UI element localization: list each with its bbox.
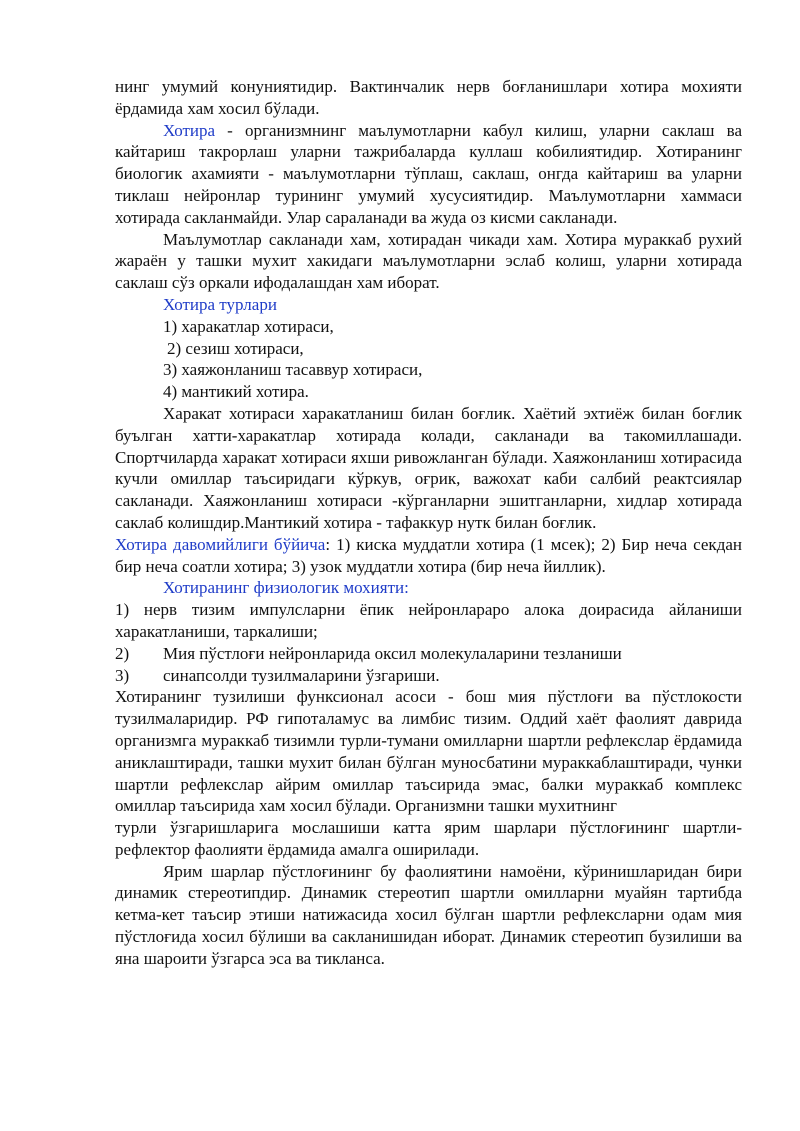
- physiology-item-1: 1) нерв тизим импулсларни ёпик нейронлараро алока доирасида айланиши харакатланиши, таркалиши;: [115, 600, 742, 641]
- paragraph-memory-process: Маълумотлар сакланади хам, хотирадан чикади хам. Хотира мураккаб рухий жараён у ташки мухит хакидаги маълумотларни эслаб колиш, уларни хотирада саклаш сўз оркали ифодалашдан хам иборат.: [115, 229, 742, 293]
- paragraph-adaptation: турли ўзгаришларига мослашиши катта ярим шарлари пўстлоғининг шартли-рефлектор фаолияти ёрдамида амалга оширилади.: [115, 818, 742, 859]
- term-memory: Хотира: [163, 120, 216, 140]
- list-item-memory-type: 2) сезиш хотираси,: [167, 338, 304, 358]
- document-body: [115, 76, 742, 970]
- paragraph-continuation: нинг умумий конуниятидир. Вактинчалик нерв боғланишлари хотира мохияти ёрдамида хам хосил бўлади.: [115, 77, 742, 118]
- paragraph-memory-structure: Хотиранинг тузилиши функсионал асоси - бош мия пўстлоғи ва пўстлокости тузилмаларидир. РФ гипоталамус ва лимбис тизим. Оддий хаёт фаолият даврида организмга мураккаб тизимли турли-тумани омилларни шартли рефлекслар ёрдамида аниклаштиради, ташки мухит билан бўлган муносбатини мураккаблаштиради, чунки шартли рефлекслар айрим омиллар таъсирида эмас, балки мураккаб комплекс омиллар таъсирида хам хосил бўлади. Организмни ташки мухитнинг: [115, 687, 742, 816]
- item-text: синапсолди тузилмаларини ўзгариши.: [163, 665, 440, 685]
- paragraph-memory-duration: [115, 534, 742, 578]
- item-number: 2): [115, 643, 130, 663]
- paragraph-memory-definition: [115, 120, 742, 229]
- list-item-memory-type: 4) мантикий хотира.: [163, 382, 309, 402]
- paragraph-dynamic-stereotype: Ярим шарлар пўстлоғининг бу фаолиятини намоёни, кўринишларидан бири динамик стереотипдир. Динамик стереотип шартли омилларни муайян тартибда кетма-кет таъсир этиши натижасида хосил бўлган шартли рефлексларни одам мия пўстлоғида хосил бўлиши ва сакланишидан иборат. Динамик стереотип бузилиши ва яна шароити ўзгарса эса ва тикланса.: [115, 861, 742, 968]
- heading-physiology: Хотиранинг физиологик мохияти:: [163, 578, 409, 598]
- item-number: 3): [115, 665, 130, 685]
- paragraph-motor-memory: Харакат хотираси харакатланиш билан боғлик. Хаётий эхтиёж билан боғлик буълган хатти-харакатлар хотирада колади, сакланади ва такомиллашади. Спортчиларда харакат хотираси яхши ривожланган бўлади. Хаяжонланиш хотирасида кучли омиллар таъсиридаги кўркув, оғрик, важохат каби салбий реактсиялар сакланади. Хаяжонланиш хотираси -кўрганларни эшитганларни, хидлар хотирада саклаб колишдир.Мантикий хотира - тафаккур нутк билан боғлик.: [115, 403, 742, 532]
- list-item-memory-type: 1) харакатлар хотираси,: [163, 316, 334, 336]
- heading-memory-types: Хотира турлари: [163, 294, 277, 314]
- physiology-item-2: [115, 643, 742, 665]
- memory-definition-text: - организмнинг маълумотларни кабул килиш, уларни саклаш ва кайтариш такрорлаш уларни тажрибаларда куллаш кобилиятидир. Хотиранинг биологик ахамияти - маълумотларни тўплаш, саклаш, онгда кайтариш ва уларни тиклаш нейронлар турининг умумий хусусиятидир. Маълумотларни хаммаси хотирада сакланмайди. Улар сараланади ва жуда оз кисми сакланади.: [115, 120, 742, 227]
- list-item-memory-type: 3) хаяжонланиш тасаввур хотираси,: [163, 360, 423, 380]
- duration-label: Хотира давомийлиги бўйича: [115, 534, 326, 554]
- duration-text: : 1) киска муддатли хотира (1 мсек); 2) Бир неча секдан бир неча соатли хотира; 3) узок муддатли хотира (бир неча йиллик).: [115, 534, 742, 576]
- physiology-item-3: [115, 665, 742, 687]
- item-text: Мия пўстлоғи нейронларида оксил молекулаларини тезланиши: [163, 643, 622, 663]
